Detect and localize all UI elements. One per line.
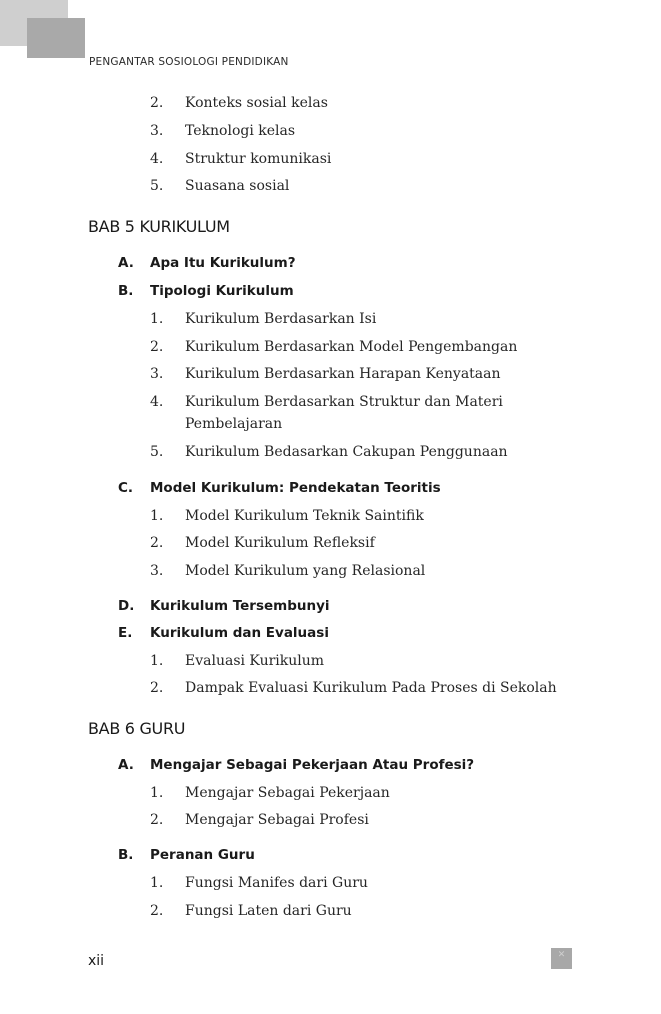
item-text: Suasana sosial <box>185 178 290 194</box>
item-text: Kurikulum Bedasarkan Cakupan Penggunaan <box>185 444 508 460</box>
item-number: 1. <box>150 508 164 524</box>
section-letter: B. <box>118 847 134 863</box>
item-text: Mengajar Sebagai Pekerjaan <box>185 785 390 801</box>
page-corner-mark <box>551 948 572 969</box>
item-number: 2. <box>150 812 164 828</box>
corner-decoration-dark <box>27 18 85 58</box>
item-number: 1. <box>150 311 164 327</box>
item-number: 5. <box>150 178 164 194</box>
chapter-heading-bab-6[interactable]: BAB 6 GURU <box>88 719 186 738</box>
item-text: Mengajar Sebagai Profesi <box>185 812 369 828</box>
section-text: Mengajar Sebagai Pekerjaan Atau Profesi? <box>150 757 475 773</box>
section-text: Apa Itu Kurikulum? <box>150 255 296 271</box>
section-text: Peranan Guru <box>150 847 255 863</box>
section-text: Kurikulum dan Evaluasi <box>150 625 329 641</box>
item-number: 3. <box>150 563 164 579</box>
item-number: 3. <box>150 123 164 139</box>
item-number: 1. <box>150 875 164 891</box>
page-number: xii <box>88 953 105 969</box>
section-letter: B. <box>118 283 134 299</box>
item-number: 2. <box>150 535 164 551</box>
item-text: Kurikulum Berdasarkan Isi <box>185 311 377 327</box>
chapter-heading-bab-5[interactable]: BAB 5 KURIKULUM <box>88 217 230 236</box>
section-text: Model Kurikulum: Pendekatan Teoritis <box>150 480 441 496</box>
item-number: 2. <box>150 95 164 111</box>
running-header: PENGANTAR SOSIOLOGI PENDIDIKAN <box>89 56 289 68</box>
item-text: Fungsi Laten dari Guru <box>185 903 352 919</box>
section-letter: E. <box>118 625 133 641</box>
item-number: 4. <box>150 394 164 410</box>
item-text: Teknologi kelas <box>185 123 296 139</box>
page-mark-icon: ✕ <box>557 950 566 960</box>
item-number: 5. <box>150 444 164 460</box>
section-letter: A. <box>118 255 134 271</box>
section-text: Kurikulum Tersembunyi <box>150 598 330 614</box>
item-text: Evaluasi Kurikulum <box>185 653 325 669</box>
item-number: 4. <box>150 151 164 167</box>
item-text: Kurikulum Berdasarkan Harapan Kenyataan <box>185 366 501 382</box>
item-text: Dampak Evaluasi Kurikulum Pada Proses di Sekolah <box>185 680 557 696</box>
section-letter: D. <box>118 598 135 614</box>
section-text: Tipologi Kurikulum <box>150 283 294 299</box>
section-letter: A. <box>118 757 134 773</box>
section-letter: C. <box>118 480 134 496</box>
item-text: Struktur komunikasi <box>185 151 332 167</box>
item-number: 3. <box>150 366 164 382</box>
item-text-continued: Pembelajaran <box>185 416 283 432</box>
item-text: Model Kurikulum yang Relasional <box>185 563 426 579</box>
item-text: Kurikulum Berdasarkan Model Pengembangan <box>185 339 518 355</box>
item-number: 1. <box>150 785 164 801</box>
item-text: Kurikulum Berdasarkan Struktur dan Materi <box>185 394 503 410</box>
item-number: 2. <box>150 339 164 355</box>
item-number: 2. <box>150 903 164 919</box>
item-text: Model Kurikulum Teknik Saintifik <box>185 508 424 524</box>
item-text: Fungsi Manifes dari Guru <box>185 875 368 891</box>
item-number: 1. <box>150 653 164 669</box>
item-text: Konteks sosial kelas <box>185 95 328 111</box>
item-text: Model Kurikulum Refleksif <box>185 535 375 551</box>
item-number: 2. <box>150 680 164 696</box>
